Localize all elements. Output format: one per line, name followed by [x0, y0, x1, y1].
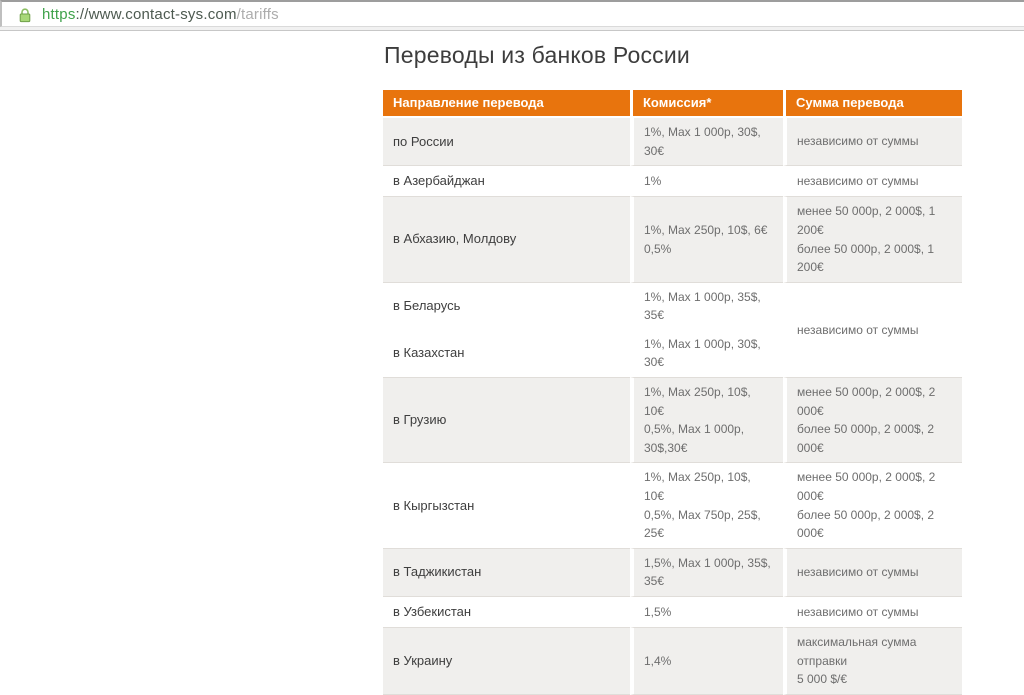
- cell-commission-text: 1%, Max 250р, 10$, 6€: [644, 222, 768, 237]
- table-row: [383, 166, 962, 197]
- table-row: [383, 628, 962, 695]
- cell-amount: [783, 463, 962, 548]
- cell-commission: [630, 628, 783, 695]
- cell-commission: [630, 197, 783, 282]
- cell-amount-text: независимо от суммы: [797, 565, 919, 580]
- cell-commission-text: 1,5%, Max 1 000р, 35$, 35€: [644, 555, 771, 589]
- cell-direction: [383, 463, 630, 548]
- column-header-commission: Комиссия*: [630, 90, 783, 118]
- cell-commission-text: 1,4%: [644, 653, 672, 668]
- cell-direction-text: в Грузию: [393, 412, 447, 428]
- url-path: /tariffs: [236, 5, 279, 23]
- cell-amount-text: 5 000 $/€: [797, 672, 848, 687]
- cell-commission: [630, 549, 783, 597]
- table-row: [383, 283, 962, 330]
- cell-direction: [383, 628, 630, 695]
- cell-amount: [783, 197, 962, 282]
- table-row: [383, 549, 962, 597]
- cell-direction-text: в Азербайджан: [393, 173, 485, 189]
- cell-commission: [630, 166, 783, 197]
- table-row: [383, 197, 962, 282]
- cell-amount: [783, 166, 962, 197]
- cell-commission-text: 0,5%: [644, 241, 672, 256]
- cell-commission-text: 1%, Max 1 000р, 30$, 30€: [644, 125, 761, 158]
- page-title: Переводы из банков России: [384, 42, 690, 68]
- cell-amount: [783, 118, 962, 166]
- page-content: [383, 42, 963, 695]
- cell-amount: [783, 628, 962, 695]
- column-header-direction: Направление перевода: [383, 90, 630, 118]
- lock-icon[interactable]: [18, 7, 32, 23]
- cell-commission-text: 0,5%, Max 1 000р, 30$,30€: [644, 422, 745, 455]
- tariffs-table: [383, 90, 962, 695]
- cell-amount-text: более 50 000р, 2 000$, 2 000€: [797, 507, 935, 541]
- cell-amount-text: менее 50 000р, 2 000$, 2 000€: [797, 470, 936, 504]
- cell-direction-text: в Украину: [393, 652, 453, 668]
- cell-commission-text: 1%, Max 250р, 10$, 10€: [644, 385, 751, 418]
- cell-commission: [630, 597, 783, 628]
- cell-direction-text: в Беларусь: [393, 298, 461, 314]
- cell-direction-text: в Узбекистан: [393, 604, 472, 620]
- cell-commission: [630, 463, 783, 548]
- cell-commission-text: 1%, Max 1 000р, 30$, 30€: [644, 336, 761, 370]
- cell-amount-text: более 50 000р, 2 000$, 2 000€: [797, 422, 935, 455]
- cell-direction: [383, 118, 630, 166]
- url-domain: ://www.contact-sys.com: [75, 5, 237, 23]
- column-header-amount: Сумма перевода: [783, 90, 962, 118]
- table-row: [383, 463, 962, 548]
- cell-amount: [783, 378, 962, 463]
- cell-direction: [383, 378, 630, 463]
- cell-commission-text: 1%, Max 250р, 10$, 10€: [644, 470, 751, 504]
- cell-direction-text: в Абхазию, Молдову: [393, 231, 517, 247]
- cell-commission: [630, 330, 783, 378]
- cell-commission-text: 1,5%: [644, 604, 672, 619]
- browser-address-bar[interactable]: [0, 0, 1024, 27]
- cell-commission-text: 0,5%, Max 750р, 25$, 25€: [644, 507, 761, 541]
- url-protocol: https: [42, 5, 76, 23]
- cell-amount-text: менее 50 000р, 2 000$, 2 000€: [797, 385, 936, 418]
- cell-commission: [630, 118, 783, 166]
- cell-direction: [383, 197, 630, 282]
- cell-direction-text: в Кыргызстан: [393, 497, 475, 513]
- browser-bar-edge: [0, 27, 1024, 31]
- cell-amount-text: независимо от суммы: [797, 134, 919, 149]
- cell-direction: [383, 597, 630, 628]
- cell-direction: [383, 166, 630, 197]
- cell-amount: [783, 549, 962, 597]
- cell-direction: [383, 549, 630, 597]
- cell-amount-text: менее 50 000р, 2 000$, 1 200€: [797, 204, 936, 237]
- cell-commission: [630, 378, 783, 463]
- cell-commission: [630, 283, 783, 330]
- cell-direction: [383, 330, 630, 378]
- cell-commission-text: 1%, Max 1 000р, 35$, 35€: [644, 289, 761, 323]
- cell-direction-text: по России: [393, 133, 454, 149]
- cell-direction-text: в Казахстан: [393, 345, 465, 361]
- cell-amount-text: максимальная сумма отправки: [797, 635, 917, 668]
- cell-direction-text: в Таджикистан: [393, 564, 482, 580]
- cell-amount-text: более 50 000р, 2 000$, 1 200€: [797, 241, 935, 275]
- cell-amount: [783, 597, 962, 628]
- table-row: [383, 378, 962, 463]
- cell-amount-text: независимо от суммы: [797, 604, 919, 619]
- table-header-row: [383, 90, 962, 118]
- cell-amount: [783, 283, 962, 378]
- cell-commission-text: 1%: [644, 173, 662, 188]
- url-text[interactable]: [42, 6, 279, 23]
- cell-amount-text: независимо от суммы: [797, 173, 919, 188]
- cell-direction: [383, 283, 630, 330]
- cell-amount-text: независимо от суммы: [797, 322, 919, 337]
- table-row: [383, 118, 962, 166]
- table-row: [383, 597, 962, 628]
